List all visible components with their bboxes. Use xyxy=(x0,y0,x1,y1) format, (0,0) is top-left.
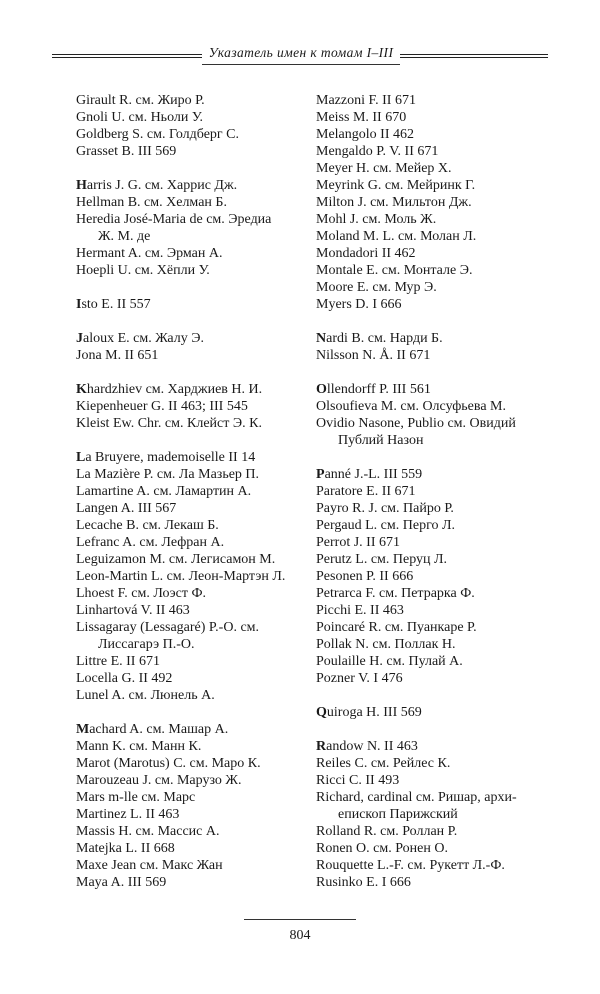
entry-text: Perutz L. см. Перуц Л. xyxy=(316,552,448,567)
entry-text: Ricci C. II 493 xyxy=(316,773,400,788)
entry-text: Pozner V. I 476 xyxy=(316,671,403,686)
index-entry xyxy=(316,483,554,500)
index-entry xyxy=(76,619,304,653)
entry-initial-letter: P xyxy=(316,467,325,482)
entry-initial-letter: R xyxy=(316,739,327,754)
index-entry xyxy=(316,568,554,585)
index-entry xyxy=(316,602,554,619)
index-entry xyxy=(316,874,554,891)
entry-text: Poulaille H. см. Пулай А. xyxy=(316,654,463,669)
entry-text: Marouzeau J. см. Марузо Ж. xyxy=(76,773,242,788)
header-title: Указатель имен к томам I–III xyxy=(208,45,394,60)
entry-text: Nilsson N. Å. II 671 xyxy=(316,348,431,363)
entry-text: Lunel A. см. Люнель А. xyxy=(76,688,215,703)
entry-text: Ovidio Nasone, Publio см. Овидий xyxy=(316,416,516,431)
index-entry xyxy=(316,619,554,636)
index-entry xyxy=(316,415,554,449)
index-entry xyxy=(316,160,554,177)
index-entry xyxy=(76,262,304,279)
entry-text: Marot (Marotus) C. см. Маро К. xyxy=(76,756,261,771)
entry-text: Myers D. I 666 xyxy=(316,297,402,312)
index-entry xyxy=(316,211,554,228)
entry-text: Moland M. L. см. Молан Л. xyxy=(316,229,477,244)
letter-group-gap xyxy=(76,364,304,381)
entry-initial-letter: Q xyxy=(316,705,327,720)
entry-text: Mengaldo P. V. II 671 xyxy=(316,144,439,159)
index-entry xyxy=(316,789,554,823)
index-entry xyxy=(76,296,304,313)
entry-initial-letter: I xyxy=(76,297,82,312)
entry-text: hardzhiev см. Харджиев Н. И. xyxy=(86,382,263,397)
entry-text: aloux E. см. Жалу Э. xyxy=(83,331,204,346)
entry-text: Olsoufieva M. см. Олсуфьева М. xyxy=(316,399,506,414)
entry-text: Locella G. II 492 xyxy=(76,671,173,686)
index-entry xyxy=(76,789,304,806)
entry-text: Payro R. J. см. Пайро Р. xyxy=(316,501,454,516)
entry-text: Leguizamon M. см. Легисамон М. xyxy=(76,552,276,567)
entry-text: Heredia José-Maria de см. Эредиа xyxy=(76,212,272,227)
index-entry xyxy=(316,551,554,568)
letter-group-gap xyxy=(316,313,554,330)
entry-text: Mondadori II 462 xyxy=(316,246,416,261)
entry-text: Goldberg S. см. Голдберг С. xyxy=(76,127,240,142)
entry-text: uiroga H. III 569 xyxy=(326,705,422,720)
entry-initial-letter: N xyxy=(316,331,327,346)
index-entry xyxy=(76,92,304,109)
entry-initial-letter: K xyxy=(76,382,87,397)
index-entry xyxy=(76,653,304,670)
index-entry xyxy=(316,194,554,211)
entry-text: Perrot J. II 671 xyxy=(316,535,400,550)
entry-text: Gnoli U. см. Ньоли У. xyxy=(76,110,203,125)
index-entry xyxy=(76,602,304,619)
letter-group-gap xyxy=(76,704,304,721)
index-entry xyxy=(316,517,554,534)
entry-text: Lefranc A. см. Лефран А. xyxy=(76,535,225,550)
entry-text: andow N. II 463 xyxy=(326,739,418,754)
index-entry xyxy=(316,670,554,687)
entry-text: Langen A. III 567 xyxy=(76,501,177,516)
index-entry xyxy=(316,296,554,313)
entry-text: Lissagaray (Lessagaré) P.-O. см. xyxy=(76,620,260,635)
index-entry xyxy=(76,449,304,466)
index-entry xyxy=(76,109,304,126)
entry-text: Ronen O. см. Ронен О. xyxy=(316,841,448,856)
index-entry xyxy=(316,143,554,160)
entry-continuation: епископ Парижский xyxy=(338,807,458,822)
index-entry xyxy=(76,840,304,857)
index-entry xyxy=(316,398,554,415)
index-entry xyxy=(316,636,554,653)
letter-group-gap xyxy=(316,721,554,738)
entry-text: Poincaré R. см. Пуанкаре Р. xyxy=(316,620,477,635)
entry-text: Grasset B. III 569 xyxy=(76,144,177,159)
entry-initial-letter: L xyxy=(76,450,86,465)
index-entry xyxy=(76,211,304,245)
index-entry xyxy=(316,466,554,483)
index-entry xyxy=(76,398,304,415)
header-underline xyxy=(202,64,400,65)
entry-text: Pesonen P. II 666 xyxy=(316,569,414,584)
index-entry xyxy=(76,517,304,534)
letter-group-gap xyxy=(76,279,304,296)
entry-text: sto E. II 557 xyxy=(81,297,151,312)
entry-text: Kiepenheuer G. II 463; III 545 xyxy=(76,399,248,414)
entry-text: Mars m-lle см. Марс xyxy=(76,790,196,805)
entry-initial-letter: J xyxy=(76,331,83,346)
index-entry xyxy=(76,738,304,755)
entry-text: Milton J. см. Мильтон Дж. xyxy=(316,195,472,210)
index-entry xyxy=(316,704,554,721)
entry-text: Massis H. см. Массис А. xyxy=(76,824,220,839)
entry-text: Mohl J. см. Моль Ж. xyxy=(316,212,437,227)
index-entry xyxy=(316,347,554,364)
letter-group-gap xyxy=(76,160,304,177)
letter-group-gap xyxy=(76,313,304,330)
footer-rule xyxy=(244,919,356,920)
entry-text: Leon-Martin L. см. Леон-Мартэн Л. xyxy=(76,569,286,584)
entry-text: Paratore E. II 671 xyxy=(316,484,416,499)
entry-text: Maya A. III 569 xyxy=(76,875,167,890)
entry-text: Picchi E. II 463 xyxy=(316,603,404,618)
index-entry xyxy=(316,228,554,245)
index-entry xyxy=(316,840,554,857)
index-entry xyxy=(76,551,304,568)
index-entry xyxy=(76,823,304,840)
entry-text: Littre E. II 671 xyxy=(76,654,160,669)
index-entry xyxy=(316,109,554,126)
index-entry xyxy=(76,245,304,262)
entry-continuation: Лиссагарэ П.-О. xyxy=(98,637,195,652)
index-entry xyxy=(316,262,554,279)
index-entry xyxy=(76,874,304,891)
index-entry xyxy=(76,755,304,772)
entry-initial-letter: O xyxy=(316,382,327,397)
index-entry xyxy=(76,568,304,585)
entry-text: a Bruyere, mademoiselle II 14 xyxy=(85,450,256,465)
entry-text: anné J.-L. III 559 xyxy=(324,467,423,482)
entry-text: Jona M. II 651 xyxy=(76,348,159,363)
index-entry xyxy=(76,585,304,602)
index-entry xyxy=(316,585,554,602)
entry-text: Mann K. см. Манн К. xyxy=(76,739,202,754)
entry-text: Richard, cardinal см. Ришар, архи- xyxy=(316,790,517,805)
index-entry xyxy=(76,143,304,160)
index-entry xyxy=(316,500,554,517)
entry-text: Melangolo II 462 xyxy=(316,127,414,142)
index-column-left xyxy=(76,92,304,891)
entry-text: Girault R. см. Жиро Р. xyxy=(76,93,205,108)
index-entry xyxy=(76,347,304,364)
entry-text: achard A. см. Машар А. xyxy=(89,722,229,737)
entry-text: Maxe Jean см. Макс Жан xyxy=(76,858,223,873)
index-entry xyxy=(76,483,304,500)
entry-text: Meyer H. см. Мейер Х. xyxy=(316,161,452,176)
entry-text: arris J. G. см. Харрис Дж. xyxy=(86,178,238,193)
entry-continuation: Публий Назон xyxy=(338,433,424,448)
letter-group-gap xyxy=(316,449,554,466)
page-number: 804 xyxy=(289,928,311,943)
entry-text: Reiles C. см. Рейлес К. xyxy=(316,756,451,771)
entry-text: Rusinko E. I 666 xyxy=(316,875,411,890)
index-entry xyxy=(76,415,304,432)
index-entry xyxy=(76,381,304,398)
entry-text: Rolland R. см. Роллан Р. xyxy=(316,824,458,839)
index-entry xyxy=(76,721,304,738)
entry-text: Pollak N. см. Поллак Н. xyxy=(316,637,456,652)
index-entry xyxy=(76,806,304,823)
index-entry xyxy=(316,126,554,143)
entry-text: Matejka L. II 668 xyxy=(76,841,175,856)
index-entry xyxy=(316,534,554,551)
index-entry xyxy=(76,177,304,194)
index-entry xyxy=(76,194,304,211)
entry-text: Meyrink G. см. Мейринк Г. xyxy=(316,178,476,193)
letter-group-gap xyxy=(76,432,304,449)
running-header xyxy=(52,44,548,70)
index-entry xyxy=(76,534,304,551)
index-entry xyxy=(316,755,554,772)
entry-text: Lecache B. см. Лекаш Б. xyxy=(76,518,219,533)
entry-text: Kleist Ew. Chr. см. Клейст Э. К. xyxy=(76,416,262,431)
index-entry xyxy=(316,92,554,109)
entry-text: Lamartine A. см. Ламартин А. xyxy=(76,484,252,499)
letter-group-gap xyxy=(316,364,554,381)
index-entry xyxy=(316,738,554,755)
index-entry xyxy=(316,177,554,194)
entry-initial-letter: M xyxy=(76,722,90,737)
entry-text: ardi B. см. Нарди Б. xyxy=(326,331,443,346)
index-entry xyxy=(316,857,554,874)
entry-text: Montale E. см. Монтале Э. xyxy=(316,263,473,278)
entry-initial-letter: H xyxy=(76,178,87,193)
entry-continuation: Ж. М. де xyxy=(98,229,151,244)
header-rule-left xyxy=(52,54,202,58)
entry-text: Hellman B. см. Хелман Б. xyxy=(76,195,227,210)
index-entry xyxy=(76,126,304,143)
index-column-right xyxy=(316,92,554,891)
entry-text: Linhartová V. II 463 xyxy=(76,603,190,618)
entry-text: Moore E. см. Мур Э. xyxy=(316,280,437,295)
letter-group-gap xyxy=(316,687,554,704)
entry-text: llendorff P. III 561 xyxy=(326,382,431,397)
index-entry xyxy=(76,670,304,687)
entry-text: Hoepli U. см. Хёпли У. xyxy=(76,263,210,278)
index-entry xyxy=(316,823,554,840)
index-entry xyxy=(76,330,304,347)
entry-text: Mazzoni F. II 671 xyxy=(316,93,416,108)
index-entry xyxy=(316,245,554,262)
entry-text: Lhoest F. см. Лоэст Ф. xyxy=(76,586,207,601)
entry-text: Hermant A. см. Эрман А. xyxy=(76,246,223,261)
index-entry xyxy=(316,772,554,789)
entry-text: La Mazière P. см. Ла Мазьер П. xyxy=(76,467,260,482)
index-entry xyxy=(76,500,304,517)
entry-text: Pergaud L. см. Перго Л. xyxy=(316,518,455,533)
index-entry xyxy=(76,772,304,789)
entry-text: Rouquette L.-F. см. Рукетт Л.-Ф. xyxy=(316,858,505,873)
index-entry xyxy=(316,279,554,296)
index-entry xyxy=(316,381,554,398)
index-entry xyxy=(316,653,554,670)
index-entry xyxy=(76,687,304,704)
entry-text: Petrarca F. см. Петрарка Ф. xyxy=(316,586,475,601)
entry-text: Martinez L. II 463 xyxy=(76,807,180,822)
index-entry xyxy=(76,466,304,483)
header-rule-right xyxy=(400,54,548,58)
entry-text: Meiss M. II 670 xyxy=(316,110,407,125)
index-entry xyxy=(316,330,554,347)
index-entry xyxy=(76,857,304,874)
